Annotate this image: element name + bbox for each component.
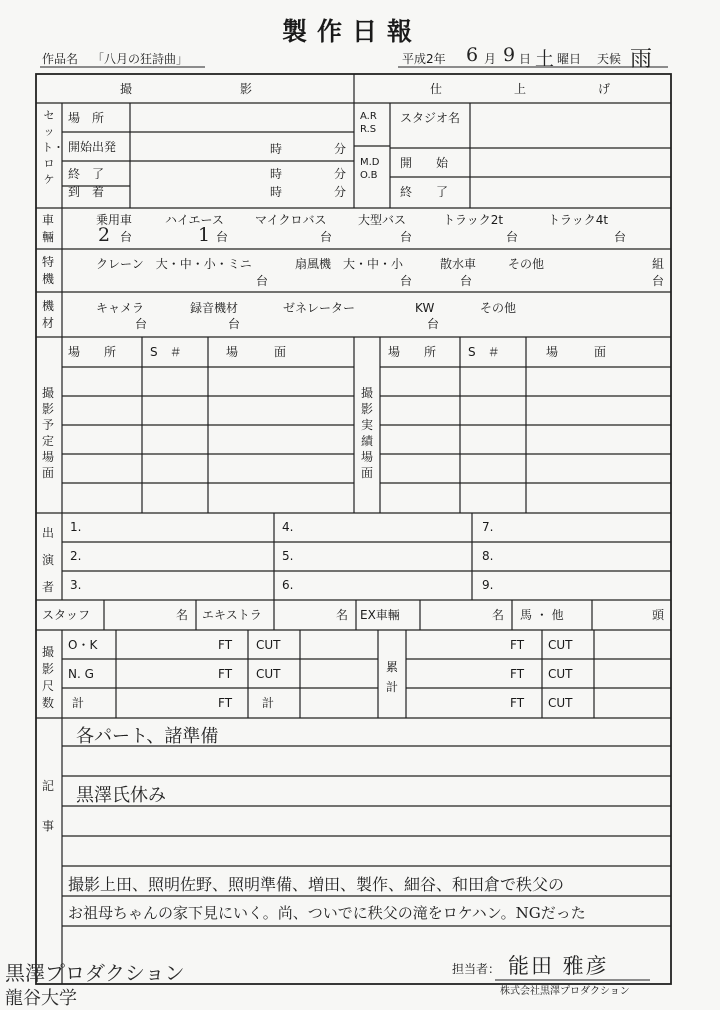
notes-side: 記 事 [41,779,67,833]
ex-vehicle-label: EX車輛 [360,608,400,622]
cut-label: CUT [256,638,281,652]
cast-number: 1. [70,520,82,534]
extra-label: エキストラ [202,608,262,622]
weather-label: 天候 [597,52,622,66]
sprinkler-label: 散水車 [440,257,477,271]
car-count: 2 [98,224,111,246]
watermark-production: 黒澤プロダクション [5,961,185,985]
cast-number: 4. [282,520,294,534]
shooting-header: 撮 影 [120,82,253,96]
company-name: 株式会社黒澤プロダクション [500,986,630,997]
other-label: その他 [508,257,545,271]
planned-scenes-side: 撮影予定場面 [41,386,54,480]
scene-description-header: 場 面 [546,345,607,359]
other-label: その他 [480,301,517,315]
finishing-header: 仕 上 げ [430,82,611,96]
hour-label: 時 [270,142,283,156]
date-day: 9 [503,44,516,66]
cast-side: 出演者 [41,526,54,594]
vehicle-bus: 大型バス [358,213,407,227]
unit-label: 台 [400,274,413,288]
scene-place-header: 場 所 [68,345,117,359]
cast-number: 8. [482,549,494,563]
ft-label: FT [218,667,233,681]
date-month: 6 [466,44,479,66]
studio-start-label: 開 始 [400,156,449,170]
vehicle-microbus: マイクロバス [255,213,327,227]
md-ob-label: M.D O.B [360,157,380,181]
unit-label: 台 [427,317,440,331]
ft-label: FT [510,696,525,710]
ft-label: FT [510,667,525,681]
staff-unit: 名 [176,608,189,622]
minute-label: 分 [334,142,347,156]
notes-line-2: 黒澤氏休み [76,785,166,806]
total-label: 計 [72,696,85,710]
minute-label: 分 [334,185,347,199]
unit-label: 台 [460,274,473,288]
recording-label: 録音機材 [190,301,239,315]
ok-label: O・K [68,638,98,652]
cast-number: 9. [482,578,494,592]
vehicle-car: 乗用車 [96,213,133,227]
ft-label: FT [218,696,233,710]
unit-label: 台 [256,274,269,288]
ft-label: FT [218,638,233,652]
staff-label: スタッフ [42,608,91,622]
unit-label: 台 [320,230,333,244]
actual-scenes-side: 撮影実績場面 [360,386,373,480]
vehicle-truck2t: トラック2t [443,213,504,227]
unit-label: 台 [652,274,665,288]
unit-label: 台 [120,230,133,244]
person-name: 能田 雅彦 [508,954,609,978]
extra-unit: 名 [336,608,349,622]
horse-label: 馬 ・ 他 [520,608,564,622]
weather-value: 雨 [630,47,653,72]
weekday-unit: 曜日 [557,52,582,66]
unit-label: 台 [400,230,413,244]
cut-label: CUT [548,638,573,652]
hiace-count: 1 [198,224,211,246]
scene-place-header: 場 所 [388,345,437,359]
person-label: 担当者： [452,962,501,976]
cut-label: CUT [548,696,573,710]
total-label: 計 [262,696,275,710]
page-title: 製作日報 [282,17,423,46]
cast-number: 5. [282,549,294,563]
ng-label: N. G [68,667,94,681]
ex-vehicle-unit: 名 [492,608,505,622]
studio-name-label: スタジオ名 [400,111,461,125]
cast-number: 2. [70,549,82,563]
unit-label: 台 [228,317,241,331]
date-weekday: 土 [535,48,555,70]
notes-line-3: 撮影上田、照明佐野、照明準備、増田、製作、細谷、和田倉で秩父の [68,875,565,894]
special-side: 特機 [41,255,54,286]
ar-rs-label: A.R R.S [360,111,377,135]
notes-line-4: お祖母ちゃんの家下見にいく。尚、ついでに秩父の滝をロケハン。NGだった [68,904,586,922]
hour-label: 時 [270,167,283,181]
day-unit: 日 [519,52,532,66]
scene-description-header: 場 面 [226,345,287,359]
minute-label: 分 [334,167,347,181]
work-title: 「八月の狂詩曲」 [92,52,189,66]
unit-label: 台 [135,317,148,331]
vehicles-side: 車輛 [41,213,54,244]
studio-end-label: 終 了 [400,185,449,199]
kw-label: KW [415,301,435,315]
end-label: 終 了 [68,167,105,181]
hour-label: 時 [270,185,283,199]
scene-number-header: S ＃ [468,345,500,359]
generator-label: ゼネレーター [283,301,356,315]
cut-label: CUT [256,667,281,681]
work-label: 作品名 [42,52,79,66]
notes-line-1: 各パート、諸準備 [76,726,219,747]
unit-label: 台 [614,230,627,244]
vehicle-truck4t: トラック4t [548,213,609,227]
unit-label: 台 [506,230,519,244]
unit-label: 台 [216,230,229,244]
crane-label: クレーン 大・中・小・ミニ [96,257,252,271]
month-unit: 月 [484,52,497,66]
arrival-label: 到 着 [68,185,105,199]
vehicle-hiace: ハイエース [165,213,224,227]
scene-number-header: S ＃ [150,345,182,359]
total-side: 累計 [385,660,398,694]
set-unit-label: 組 [652,257,665,271]
head-unit: 頭 [652,608,665,622]
ft-label: FT [510,638,525,652]
watermark-university: 龍谷大学 [5,988,77,1009]
cast-number: 7. [482,520,494,534]
equipment-side: 機材 [41,299,54,330]
cut-label: CUT [548,667,573,681]
cast-number: 6. [282,578,294,592]
camera-label: キャメラ [96,301,145,315]
fan-label: 扇風機 大・中・小 [295,257,404,271]
cast-number: 3. [70,578,82,592]
set-loca-side: セット・ロケ [42,109,64,186]
place-label: 場 所 [68,111,105,125]
start-departure-label: 開始出発 [68,140,117,154]
date-prefix: 平成2年 [402,52,446,66]
footage-side: 撮影尺数 [41,645,54,710]
